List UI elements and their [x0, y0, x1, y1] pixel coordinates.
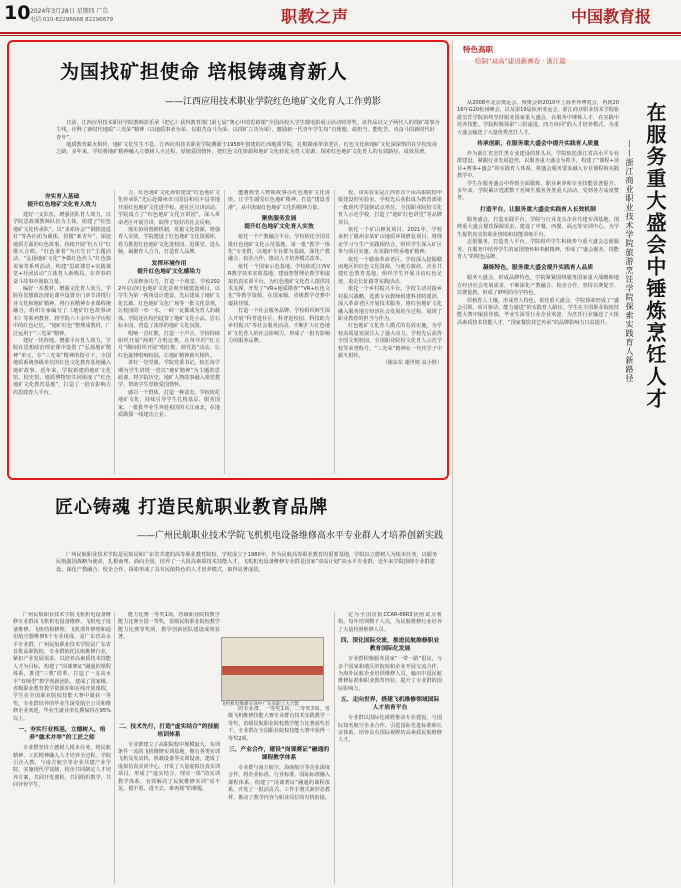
right-article-subtitle: ——浙江商业职业技术学院旅游烹饪学院探索实践育人新路径: [625, 140, 634, 383]
paragraph: 专业群建立了高职院校中规模最大、实训条件一流的飞机维修实训基地，拥有各类实训飞机及发动机、机载设备等实训设备，建成了虚拟仿真实训中心，开发了大量虚拟仿真实训项目，形成了“虚实结合、理实一体”的实训教学体系，有效解决了民航维修实训“看不见、摸不着、进不去、难再现”的难题。: [118, 741, 220, 793]
right-article-body: [457, 100, 619, 884]
paragraph: 力，红色地矿文化场馆建设“红色地矿文化传承队”先后赴赣州市兴国县和信丰县等地开展红色地矿文化进学校、进社区宣讲活动。学院成立了“红色地矿文化宣讲团”，深入革命老区开展宣讲，取得了较好的社会反响。: [118, 190, 220, 226]
section-heading: 夯实育人基础 提升红色地矿文化育人效力: [27, 194, 97, 208]
paragraph: 专业群积极服务国家“一带一路”倡议，与多个国家和地区的院校和企业开展交流合作，为海外民航企业培训维修人员，输出中国民航维修标准和职业教育经验，提升了专业群的国际影响力。: [338, 656, 442, 692]
paragraph: 凸显修身功力，打造一个视觉。学校2022年启动红色地矿文化景观升级建设项目，以学生为第一视角设计建设，先后建成了地矿文化长廊、红色地矿文化广场等一批文化景观，让校园的一草一木、一砖一瓦都成为育人的载体。学院还在校内设置了地矿文化小品、岩石标本园，营造了浓厚的地矿文化氛围。: [118, 278, 220, 330]
article1-col4: [338, 190, 442, 476]
header-rule: [0, 32, 681, 34]
article2-subtitle: ——广州民航职业技术学院飞机机电设备维修高水平专业群人才培养创新实践: [137, 531, 444, 541]
article1-subtitle: ——江西应用技术职业学院红色地矿文化育人工作剪影: [165, 97, 382, 107]
paragraph: 感召一个群体，打造一种姿态。学校依托地矿文化，持续引导学生扎根基层、服务国家，一批批毕业生奔赴祖国的大江南北，在地质勘探一线建功立业。: [118, 389, 220, 418]
photo-caption: 飞机机电维修实训中广东省职工大合影: [221, 702, 300, 707]
article2-col4: [338, 612, 442, 884]
article1-lead: [56, 120, 440, 156]
paragraph: 厚植育人土壤，形成育人特色。依托重大盛会，学院探索形成了“盛会引领、项目驱动、能力递进”的实践育人路径，学生在全国职业院校技能大赛中屡获佳绩，毕业生深受行业企业欢迎，为烹饪行业输送了大批高素质技术技能人才，“国家餐饮技艺传承”的品牌影响力日益提升。: [457, 297, 619, 326]
column-divider: [224, 190, 225, 474]
paragraph: 作为浙江省烹饪类专业建设的排头兵，学院依托浙江省高水平专业群建设，紧跟行业发展趋势，以服务重大盛会为抓手，构建了“课程+项目+赛事+盛会”的实践育人体系，将盛会服务要求融入专业课程和实践教学中。: [457, 151, 619, 180]
paragraph: 能力比赛一等奖1项，省级职业院校教学能力比赛全国一等奖，省级民航职业院校教学能力比赛等奖项，教学创新团队建设成效显著。: [118, 612, 220, 641]
phone-line: 电话:010-82296668 82296879: [30, 17, 114, 23]
paragraph: 讲好一堂党课。学院党委书记、院长每学期为学生讲授一堂以“地矿精神”为主题的思政课，将学院历史、地矿人物故事融入课堂教学，帮助学生厚植爱国情怀。: [118, 360, 220, 389]
article2-col2: [118, 612, 220, 884]
section-title: 职教之声: [281, 7, 350, 26]
article2-title: 匠心铸魂 打造民航职业教育品牌: [55, 497, 329, 518]
feature-badge: 特色高职: [463, 45, 493, 54]
section-heading: 三、产业合作，建设“岗课赛证”融通的课程教学体系: [228, 747, 330, 762]
paragraph: 专业群与南方航空、海南航空等企业深度合作，将企业标准、行业标准、国际标准融入课程体系，构建了“岗课赛证”融通的课程体系，开发了一批活页式、工作手册式新形态教材，推动了教学内容与职业岗位的有机衔接。: [228, 765, 330, 801]
column-divider: [114, 190, 115, 474]
article2-lead: [56, 552, 440, 574]
paragraph: 落实协同创新机制，发掘文化资源，增强育人实效，学院建设了红色地矿文化资源库，着力推进红色地矿文化进校园、进课堂、进头脑，凝聚育人合力，打造育人品牌。: [118, 227, 220, 256]
paragraph: 建好一块阵地。增强平台育人效力，学院在思想政治理论课中设置了“弘扬地矿精神”单元，在“三光荣”精神的指引下，全国地质系统各级单位的红色文化教育基地融入地矿故事。近年来，学院新建的地矿文化馆、校史馆、地质博物馆共同组成了“红色地矿文化教育基地”，打造了一批有影响力的思政育人平台。: [13, 337, 111, 396]
paragraph: 建好一支队伍。增强团队育人效力，以学院思政课教师队伍为主体，组建了“红色地矿文化传承队”，以“求索协会”“钢铁逍遥社”等各社团为载体，招揽“新青年”，深挖地质方面的红色故事，持续开展“红五月”红歌大合唱、“红色拿着”为庆生日”主题活动，“弘扬地矿文化”争做红色传人”红色演说家等系列活动，构建“思政课堂+实践课堂+社团活动”立体育人新格局，在青春的奋斗故事中汲取力量。: [13, 212, 111, 285]
paragraph: 依托一个矿山修复项目。2021年，学校承担了赣州市某矿山地质环境修复项目，将理论学习与生产实践相结合，组织学生深入矿区参与项目实施，在实践中传承地矿精神。: [338, 227, 442, 256]
paragraph: 依托一个国家示范基地。学校依托江西VR教学技术实训基地，建设智慧理论教学和虚拟仿真实训平台，为红色地矿文化育人提供技术支撑，开发了“VR+地质勘查”“VR+红色文化”等教学资源，在国家级、省级教学竞赛中屡获佳绩。: [228, 263, 330, 307]
paragraph: 唱响一首红歌，打造一个声音。学校持续组织开展“两唱”合唱比赛，在每年的“红五月”期间组织开展“唱红歌、颂党恩”活动，让红色旋律唱响校园，让地矿精神薪火相传。: [118, 330, 220, 359]
article1-col3: [228, 190, 330, 476]
column-divider: [114, 612, 115, 884]
photo-spacer: [118, 642, 220, 720]
column-divider: [452, 40, 453, 886]
article1-title: 为国找矿担使命 培根铸魂育新人: [60, 61, 348, 83]
right-article-title: 在服务重大盛会中锤炼烹饪人才: [643, 102, 667, 410]
article1-col1: [13, 190, 111, 476]
section-heading: 打造平台，让服务重大盛会实践育人长效机制: [480, 206, 596, 213]
paragraph: 遭遇典型人物和故事办红色地矿文化讲座，让学生感受红色地矿精神，打造“建设香港”，从中汲取红色地矿文化的精神力量。: [228, 190, 330, 211]
date-line: 2024年3月28日 星期四 广告: [30, 8, 109, 15]
column-divider: [334, 190, 335, 474]
paragraph: 志愿服务，打造育人平台。学院组织学生积极参与重大盛会志愿服务，在服务中培养学生的家国情怀和奉献精神，形成了“盛会服务、技能育人”的特色品牌。: [457, 239, 619, 260]
paragraph: 服务盛会，打造实践平台。学院与行业龙头企业共建实训基地，围绕重大盛会餐饮保障需求，建设了中餐、西餐、面点等实训中心，为学生提供真实的职业情境和技能训练平台。: [457, 216, 619, 238]
section-heading: 发挥环境作用 提升红色地矿文化感染力: [137, 260, 201, 275]
paragraph: 的专业群，一等奖1项，二等奖3项。省级飞机维修技能大赛专业群有技术实践教学一等奖、省级民航职业院校教学能力比赛获奖若干，专业群在全国职业院校技能大赛中获得一等奖2项。: [228, 706, 330, 742]
newspaper-logo: 中国教育报: [571, 7, 652, 26]
group-photo: [221, 637, 324, 701]
section-heading: 聚焦服务发展 提升红色地矿文化育人实效: [244, 216, 314, 231]
paragraph: 服务大盛会，形成品牌特色。学院紧紧围绕服务国家重大战略和地方经济社会发展需求，不断深化产教融合、校企合作，坚持以赛促学、以赛促教，形成了鲜明的办学特色。: [457, 275, 619, 297]
page-number: 10: [4, 2, 31, 24]
byline: （陈东东 谢世树 高小胜）: [382, 360, 442, 367]
paragraph: 红色地矿文化育人模式的有效实施，为学校高质量发展注入了强大动力。学校先后获得全国文明校园、全国职业院校文化育人示范学校等荣誉称号，“三光荣”精神在一代代学子中薪火相传。: [338, 323, 442, 359]
paragraph: 校。该实验室是江西省首个由高职院校申报建设的实验室。学校先后获批成为教育部第一批现代学徒制试点单位、全国职业院校文化育人示范学校，打造了“地矿红色讲堂”等品牌项目。: [338, 190, 442, 226]
article2-col3: [228, 706, 330, 884]
lead-paragraph: 日前，江西应用技术职业学院教师彭乐承《把心》获得教育部门第七届“奥心中的思政课”全国高校大学生微电影展示活动特等奖。该作品以父子两代人的找矿故事为主线，诠释了新时代地质“三光荣”精神（以地质事业为荣、以艰苦奋斗为荣、以找矿立功为荣），激励新一代青年学生每“有理想、敢担当、能吃苦、肯奋斗的新时代好青年”。: [56, 120, 440, 141]
paragraph: 专业群坚持立德树人根本任务，将民航精神、工匠精神融入人才培养全过程。学院引企入教，与南方航空等企业共建产业学院，实施现代学徒制，校企共同制定人才培养方案，共同开发课程，共同组织教学，共同评价学生。: [13, 745, 111, 789]
section-heading: 五、走向世界，搭建飞机维修领域国际人才培育平台: [340, 697, 440, 712]
paragraph: 定为全国首批CCAR-66R3执照试点机构，每年培训数千人次，为民航维修行业培养了大量持照维修人员。: [338, 612, 442, 633]
section-heading: 传承创新，在服务重大盛会中提升实践育人质量: [477, 141, 599, 148]
paragraph: 编好一本教材。增强文化育人效力，学院在思想政治理论课中设置专门章节讲授行业文化和地矿精神，将行业精神专业课程统融合，组织专家编写了《地矿红色故事读本》等系列教材，将学院六十余年办学历程中的红色记忆、“地矿红色”整理成教材，广泛运用于“三光荣”精神。: [13, 286, 111, 337]
paragraph: 打造一个社会服务品牌。学校组织师生深入开展“科普进社区、科普进校园、科技助力乡村振兴”等社会服务活动，不断扩大红色地矿文化育人的社会影响力，形成了一批有影响力的服务品牌。: [228, 308, 330, 344]
header-rule-thin: [0, 35, 681, 36]
section-heading: 凝练特色，服务重大盛会提升实践育人品质: [482, 265, 594, 272]
section-heading: 二、技术先行，打造“虚实结合”的技能培训体系: [118, 723, 220, 738]
page-header: [0, 0, 681, 36]
article2-col1: [13, 612, 111, 884]
section-heading: 一、夯实行业根基，立德树人，培养“德术并举”的工匠之师: [18, 727, 106, 742]
paragraph: 从2008年北京奥运会、残奥会到2010年上海世界博览会，再到2016年G20杭州峰会，以及第19届杭州亚运会，浙江商业职业技术学院旅游烹饪学院始终坚持服务国家重大盛会，在服务中锤炼人才，在实践中培养技能。学院积极探索“三阶递进、四方协同”的人才培养模式，为重大盛会输送了大量优秀烹饪人才。: [457, 100, 619, 136]
lead-paragraph: 地质教育薪火相传，地矿文化生生不息。江西应用技术职业学院溯源于1958年创建的江西地质学院，扎根赣南革命老区，红色文化和地矿文化深深烙印在学校发展之路。多年来，学校将地矿精神融入立德树人全过程，厚植爱国情怀，把红色文化资源和地矿文化转化为育人资源，探索红色地矿文化育人的有效路径，成效显著。: [56, 141, 438, 156]
paragraph: 依托一个赣南革命老区。学校深入挖掘赣南地区的红色文化资源，与地方政府、企业共建红色教育基地，组织学生开展寻访红色足迹、重走长征路等实践活动。: [338, 256, 442, 285]
section-heading: 四、深化国际交流，推进民航维修职业教育国际化发展: [340, 638, 440, 653]
feature-badge-subtitle: 绘制“双高”建设新画卷 · 浙江篇: [475, 57, 566, 65]
lead-paragraph: 广州民航职业技术学院是民航局和广东省共建的高等职业教育院校，学校成立于1980年，作为民航高等职业教育的重要基地，学院以立德树人为根本任务，以服务民航强国战略为使命，扎根南粤、面向全国，培养了一大批高素质技术技能人才。飞机机电设备维修专业群是国家“双高计划”高水平专业群，近年来学院围绕专业群建设，深化产教融合、校企合作，探索形成了具有民航特色的人才培养模式，取得显著成效。: [56, 552, 438, 573]
paragraph: 学生在服务盛会中得到全面锻炼，职业素养和专业技能显著提升。多年来，学院累计选派数千名师生服务各类重大活动，受到各方高度赞誉。: [457, 180, 619, 202]
article1-col2: [118, 190, 220, 476]
paragraph: 广州民航职业技术学院飞机机电设备维修专业群由飞机机电设备维修、飞机电子设备维修、飞机结构修理、飞机部件修理和通用航空器维修5个专业组成，是广东省高水平专业群，广州民航职业技术学院是广东省首批高职院校，专业群依托民航维修行业，紧扣产业发展需求，以培养高素质技术技能人才为目标，构建了“岗课赛证”融通的课程体系，推进“三教”改革，打造了一支高水平“双师型”教学创新团队，建成了国家级、省级职业教育教学资源库和在线开放课程，学生在全国职业院校技能大赛中屡获一等奖。专业群培养的毕业生深受航空公司和维修企业欢迎，毕业生就业率长期保持在95%以上。: [13, 612, 111, 722]
paragraph: 专业群以国际化视野推动专业建设，与国际知名航空企业合作，引进国际先进标准和认证体系，培养具有国际视野的高素质民航维修人才。: [338, 715, 442, 744]
paragraph: 依托一个产教融合平台。学校依托全国首批红色地矿文化示范基地、第一批“教学一体化”专业群，以地矿专业群为基础，深化产教融合、校企合作，推动人才培养模式改革。: [228, 234, 330, 263]
paragraph: 依托一个乡村振兴平台。学校主动对接乡村振兴战略，选派专业教师组建科技特派团，深入革命老区开展技术服务，将红色地矿文化融入服务地方经济社会发展的全过程，展现了职业教育的担当与作为。: [338, 286, 442, 322]
column-divider: [334, 612, 335, 884]
